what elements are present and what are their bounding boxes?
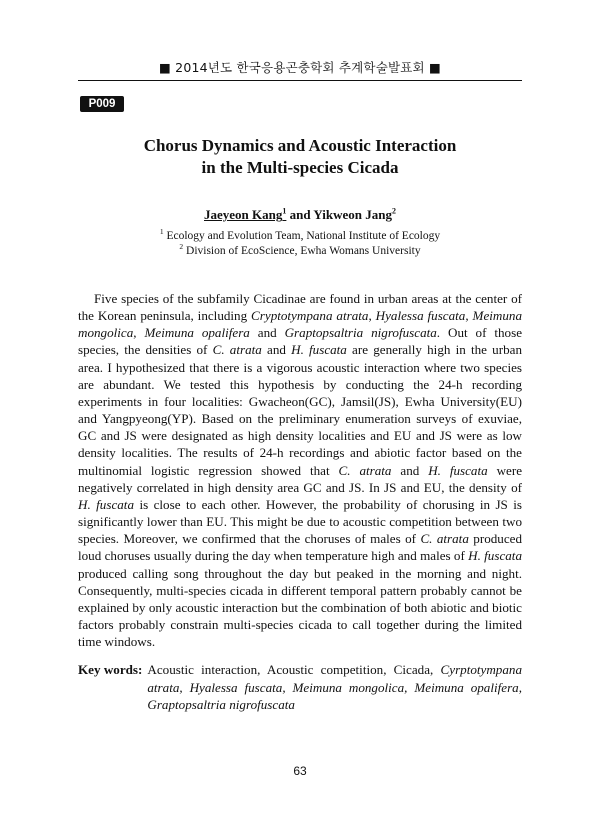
paper-title — [78, 135, 522, 179]
abstract-text: , — [368, 308, 376, 324]
author-2 — [313, 207, 396, 222]
species-name: Cryptotympana atrata — [251, 308, 369, 324]
author-1-affil-mark: 1 — [282, 206, 287, 216]
keywords-plain: Acoustic interaction, Acoustic competition, Cicada, — [147, 662, 441, 677]
keywords-section — [78, 661, 522, 714]
affiliation-1 — [78, 229, 522, 244]
author-1 — [204, 207, 286, 222]
page-number: 63 — [293, 764, 307, 778]
affiliation-2-text: Division of EcoScience, Ewha Womans University — [183, 244, 421, 257]
abstract-text: and — [261, 342, 292, 358]
author-1-name: Jaeyeon Kang — [204, 207, 283, 222]
abstract-body — [78, 290, 522, 650]
abstract-text: produced loud choruses usually during the day when temperature high and males of — [78, 531, 523, 564]
species-name: Graptopsaltria nigrofuscata — [284, 325, 437, 341]
species-name: H. fuscata — [291, 342, 347, 358]
abstract-text: were negatively correlated in high density area GC and JS. In JS and EU, the density of — [78, 462, 523, 495]
abstract-text: , — [465, 308, 473, 324]
abstract-text: , — [133, 325, 145, 341]
affiliation-2-mark: 2 — [179, 241, 184, 251]
header-rule — [78, 80, 522, 81]
keywords-list — [147, 661, 522, 714]
abstract-text: are generally high in the urban area. I hypothesized that there is a vigorous acoustic interaction where two species are abundant. We tested this hypothesis by conducting the 24-h recording experiments in four localities: Gwacheon(GC), Jamsil(JS), Ewha University(EU) and Yangpyeong(YP). Based on the preliminary enumeration surveys of exuviae, GC and JS were designated as high density localities and EU and JS were as low density localities. The results of 24-h recordings and abiotic factor based on the multinomial logistic regression showed that — [78, 342, 522, 478]
species-name: H. fuscata — [78, 496, 134, 512]
keywords-label: Key words: — [78, 662, 143, 677]
author-conjunction: and — [286, 207, 314, 222]
affiliations — [78, 229, 522, 258]
abstract-text: Five species of the subfamily Cicadinae are found in urban areas at the center of the Korean peninsula, including — [78, 291, 522, 324]
author-list — [78, 206, 522, 224]
abstract-text: and — [249, 325, 285, 341]
running-header: ■ 2014년도 한국응용곤충학회 추계학술발표회 ■ — [158, 60, 441, 75]
species-name: C. atrata — [420, 531, 469, 547]
author-2-affil-mark: 2 — [391, 206, 396, 216]
abstract-text: is close to each other. However, the probability of chorusing in JS is significantly lower than EU. This might be due to acoustic competition between two species. Moreover, we confirmed that the choruses of males of — [78, 496, 522, 547]
species-name: C. atrata — [338, 462, 392, 478]
poster-code-badge: P009 — [80, 96, 124, 112]
author-2-name: Yikweon Jang — [313, 207, 392, 222]
abstract-text: . Out of those species, the densities of — [78, 325, 522, 358]
species-name: C. atrata — [212, 342, 262, 358]
title-line-1: Chorus Dynamics and Acoustic Interaction — [143, 136, 457, 155]
species-name: Meimuna opalifera — [144, 325, 250, 341]
title-line-2: in the Multi-species Cicada — [201, 158, 399, 177]
species-name: Hyalessa fuscata — [375, 308, 466, 324]
keywords-species: Cyrptotympana atrata, Hyalessa fuscata, Meimuna mongolica, Meimuna opalifera, Graptopsaltria nigrofuscata — [147, 662, 522, 712]
affiliation-1-text: Ecology and Evolution Team, National Institute of Ecology — [163, 230, 441, 242]
abstract-text: and — [391, 462, 429, 478]
affiliation-2 — [78, 241, 522, 259]
affiliation-1-mark: 1 — [159, 227, 164, 237]
abstract-text: produced calling song throughout the day but peaked in the morning and night. Consequently, multi-species cicada in different temporal pattern probably cannot be explained by only acoustic interaction but the combination of both abiotic and biotic factors probably constrain multi-species cicada to call together during the limited time windows. — [78, 565, 522, 650]
species-name: H. fuscata — [468, 548, 522, 564]
species-name: H. fuscata — [428, 462, 488, 478]
species-name: Meimuna mongolica — [78, 308, 523, 341]
